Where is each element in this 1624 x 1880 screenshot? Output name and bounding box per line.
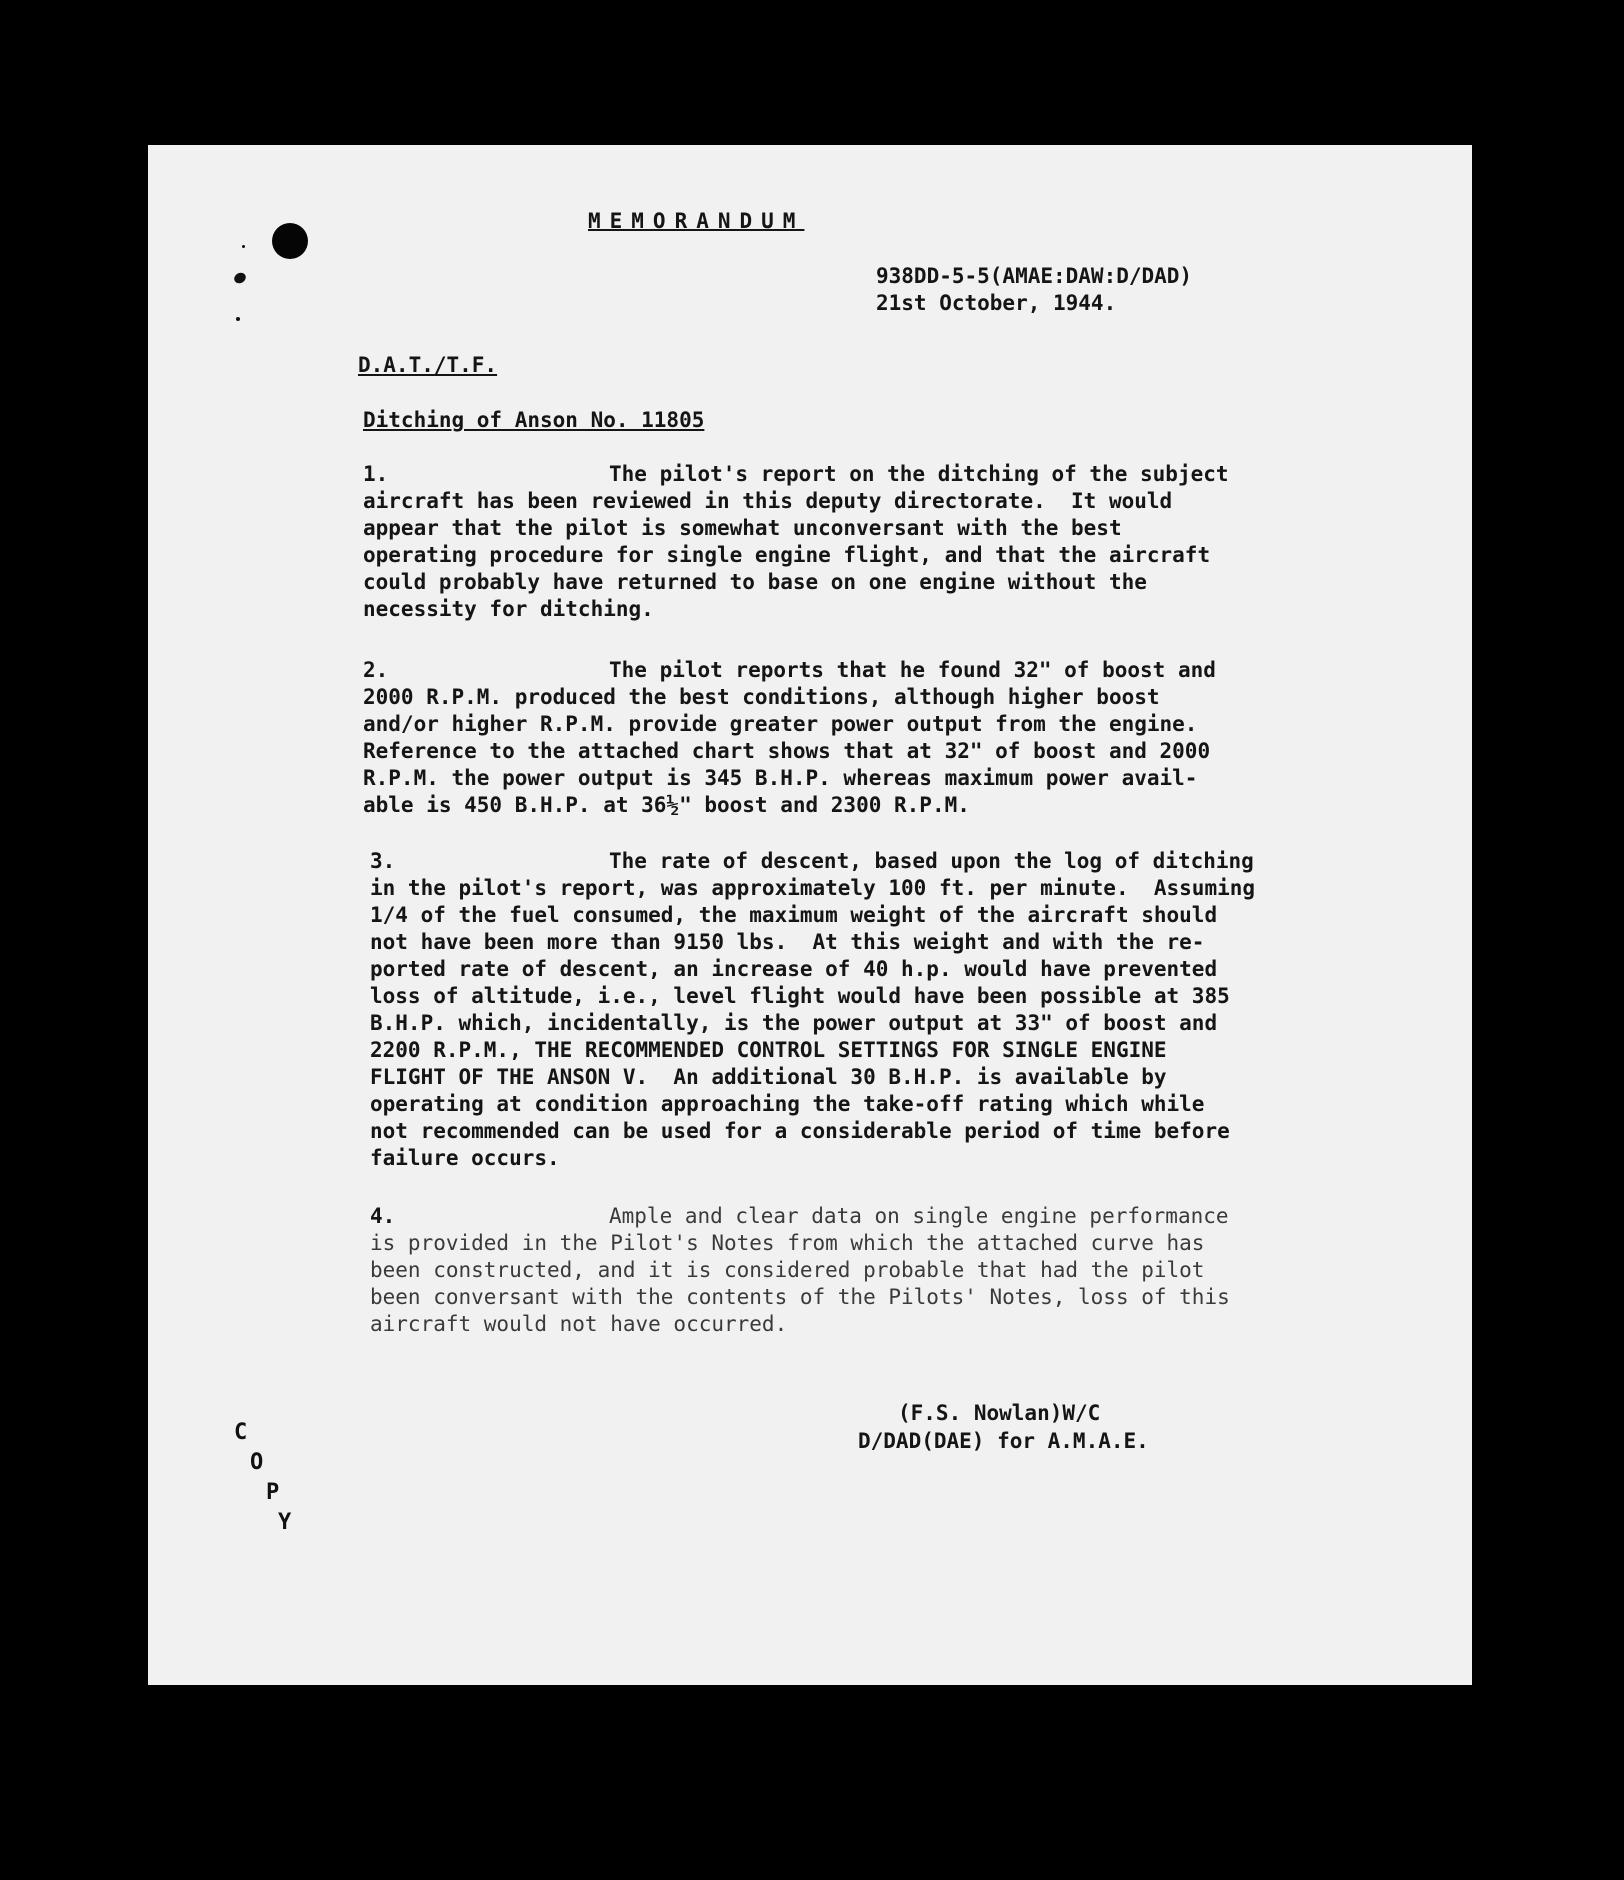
paragraph-line: operating at condition approaching the take-off rating which while [370, 1092, 1205, 1116]
ink-speck [242, 245, 245, 248]
paragraph-line: The pilot reports that he found 32" of boost and [609, 658, 1216, 682]
paragraph-line: B.H.P. which, incidentally, is the power output at 33" of boost and [370, 1011, 1218, 1035]
ink-speck [236, 317, 240, 321]
paragraph-line: been constructed, and it is considered probable that had the pilot [370, 1258, 1205, 1282]
memo-date: 21st October, 1944. [876, 291, 1117, 315]
paragraph-line: Ample and clear data on single engine performance [609, 1204, 1229, 1228]
paragraph-line: appear that the pilot is somewhat unconversant with the best [363, 516, 1122, 540]
paragraph-line: could probably have returned to base on one engine without the [363, 570, 1147, 594]
memo-addressee: D.A.T./T.F. [358, 353, 498, 377]
paragraph-line: 2000 R.P.M. produced the best conditions, although higher boost [363, 685, 1160, 709]
paragraph-number: 2. [363, 658, 389, 682]
paragraph-line: able is 450 B.H.P. at 36½" boost and 2300 R.P.M. [363, 793, 970, 817]
memo-title: MEMORANDUM [588, 209, 805, 233]
paragraph-line: failure occurs. [370, 1146, 560, 1170]
paragraph-line: aircraft would not have occurred. [370, 1312, 788, 1336]
signature-title: D/DAD(DAE) for A.M.A.E. [858, 1429, 1149, 1453]
paragraph-line: 1/4 of the fuel consumed, the maximum weight of the aircraft should [370, 903, 1218, 927]
paragraph-line: aircraft has been reviewed in this deputy directorate. It would [363, 489, 1173, 513]
paragraph-line: been conversant with the contents of the Pilots' Notes, loss of this [370, 1285, 1230, 1309]
memo-subject: Ditching of Anson No. 11805 [363, 408, 705, 432]
paragraph-line: necessity for ditching. [363, 597, 654, 621]
paragraph-line: 2200 R.P.M., THE RECOMMENDED CONTROL SETTINGS FOR SINGLE ENGINE [370, 1038, 1167, 1062]
paragraph-line: and/or higher R.P.M. provide greater power output from the engine. [363, 712, 1198, 736]
paragraph-number: 1. [363, 462, 389, 486]
paragraph-number: 4. [370, 1204, 396, 1228]
copy-stamp-letter: P [266, 1480, 280, 1505]
paragraph-line: in the pilot's report, was approximately 100 ft. per minute. Assuming [370, 876, 1256, 900]
paragraph-line: Reference to the attached chart shows that at 32" of boost and 2000 [363, 739, 1211, 763]
paragraph-line: The pilot's report on the ditching of the subject [609, 462, 1229, 486]
paragraph-line: R.P.M. the power output is 345 B.H.P. whereas maximum power avail- [363, 766, 1198, 790]
ink-speck [232, 271, 247, 286]
paragraph-line: loss of altitude, i.e., level flight would have been possible at 385 [370, 984, 1230, 1008]
paragraph-line: FLIGHT OF THE ANSON V. An additional 30 B.H.P. is available by [370, 1065, 1167, 1089]
copy-stamp-letter: O [250, 1450, 264, 1475]
copy-stamp-letter: C [234, 1420, 248, 1445]
paragraph-line: is provided in the Pilot's Notes from which the attached curve has [370, 1231, 1205, 1255]
punch-hole [272, 223, 308, 259]
copy-stamp-letter: Y [278, 1510, 292, 1535]
paragraph-line: not have been more than 9150 lbs. At this weight and with the re- [370, 930, 1205, 954]
paragraph-line: operating procedure for single engine flight, and that the aircraft [363, 543, 1211, 567]
signature-name: (F.S. Nowlan)W/C [898, 1401, 1101, 1425]
memo-sheet [148, 145, 1472, 1685]
paragraph-line: The rate of descent, based upon the log of ditching [609, 849, 1254, 873]
paragraph-line: not recommended can be used for a considerable period of time before [370, 1119, 1230, 1143]
paragraph-line: ported rate of descent, an increase of 40 h.p. would have prevented [370, 957, 1218, 981]
memo-reference: 938DD-5-5(AMAE:DAW:D/DAD) [876, 264, 1193, 288]
paragraph-number: 3. [370, 849, 396, 873]
